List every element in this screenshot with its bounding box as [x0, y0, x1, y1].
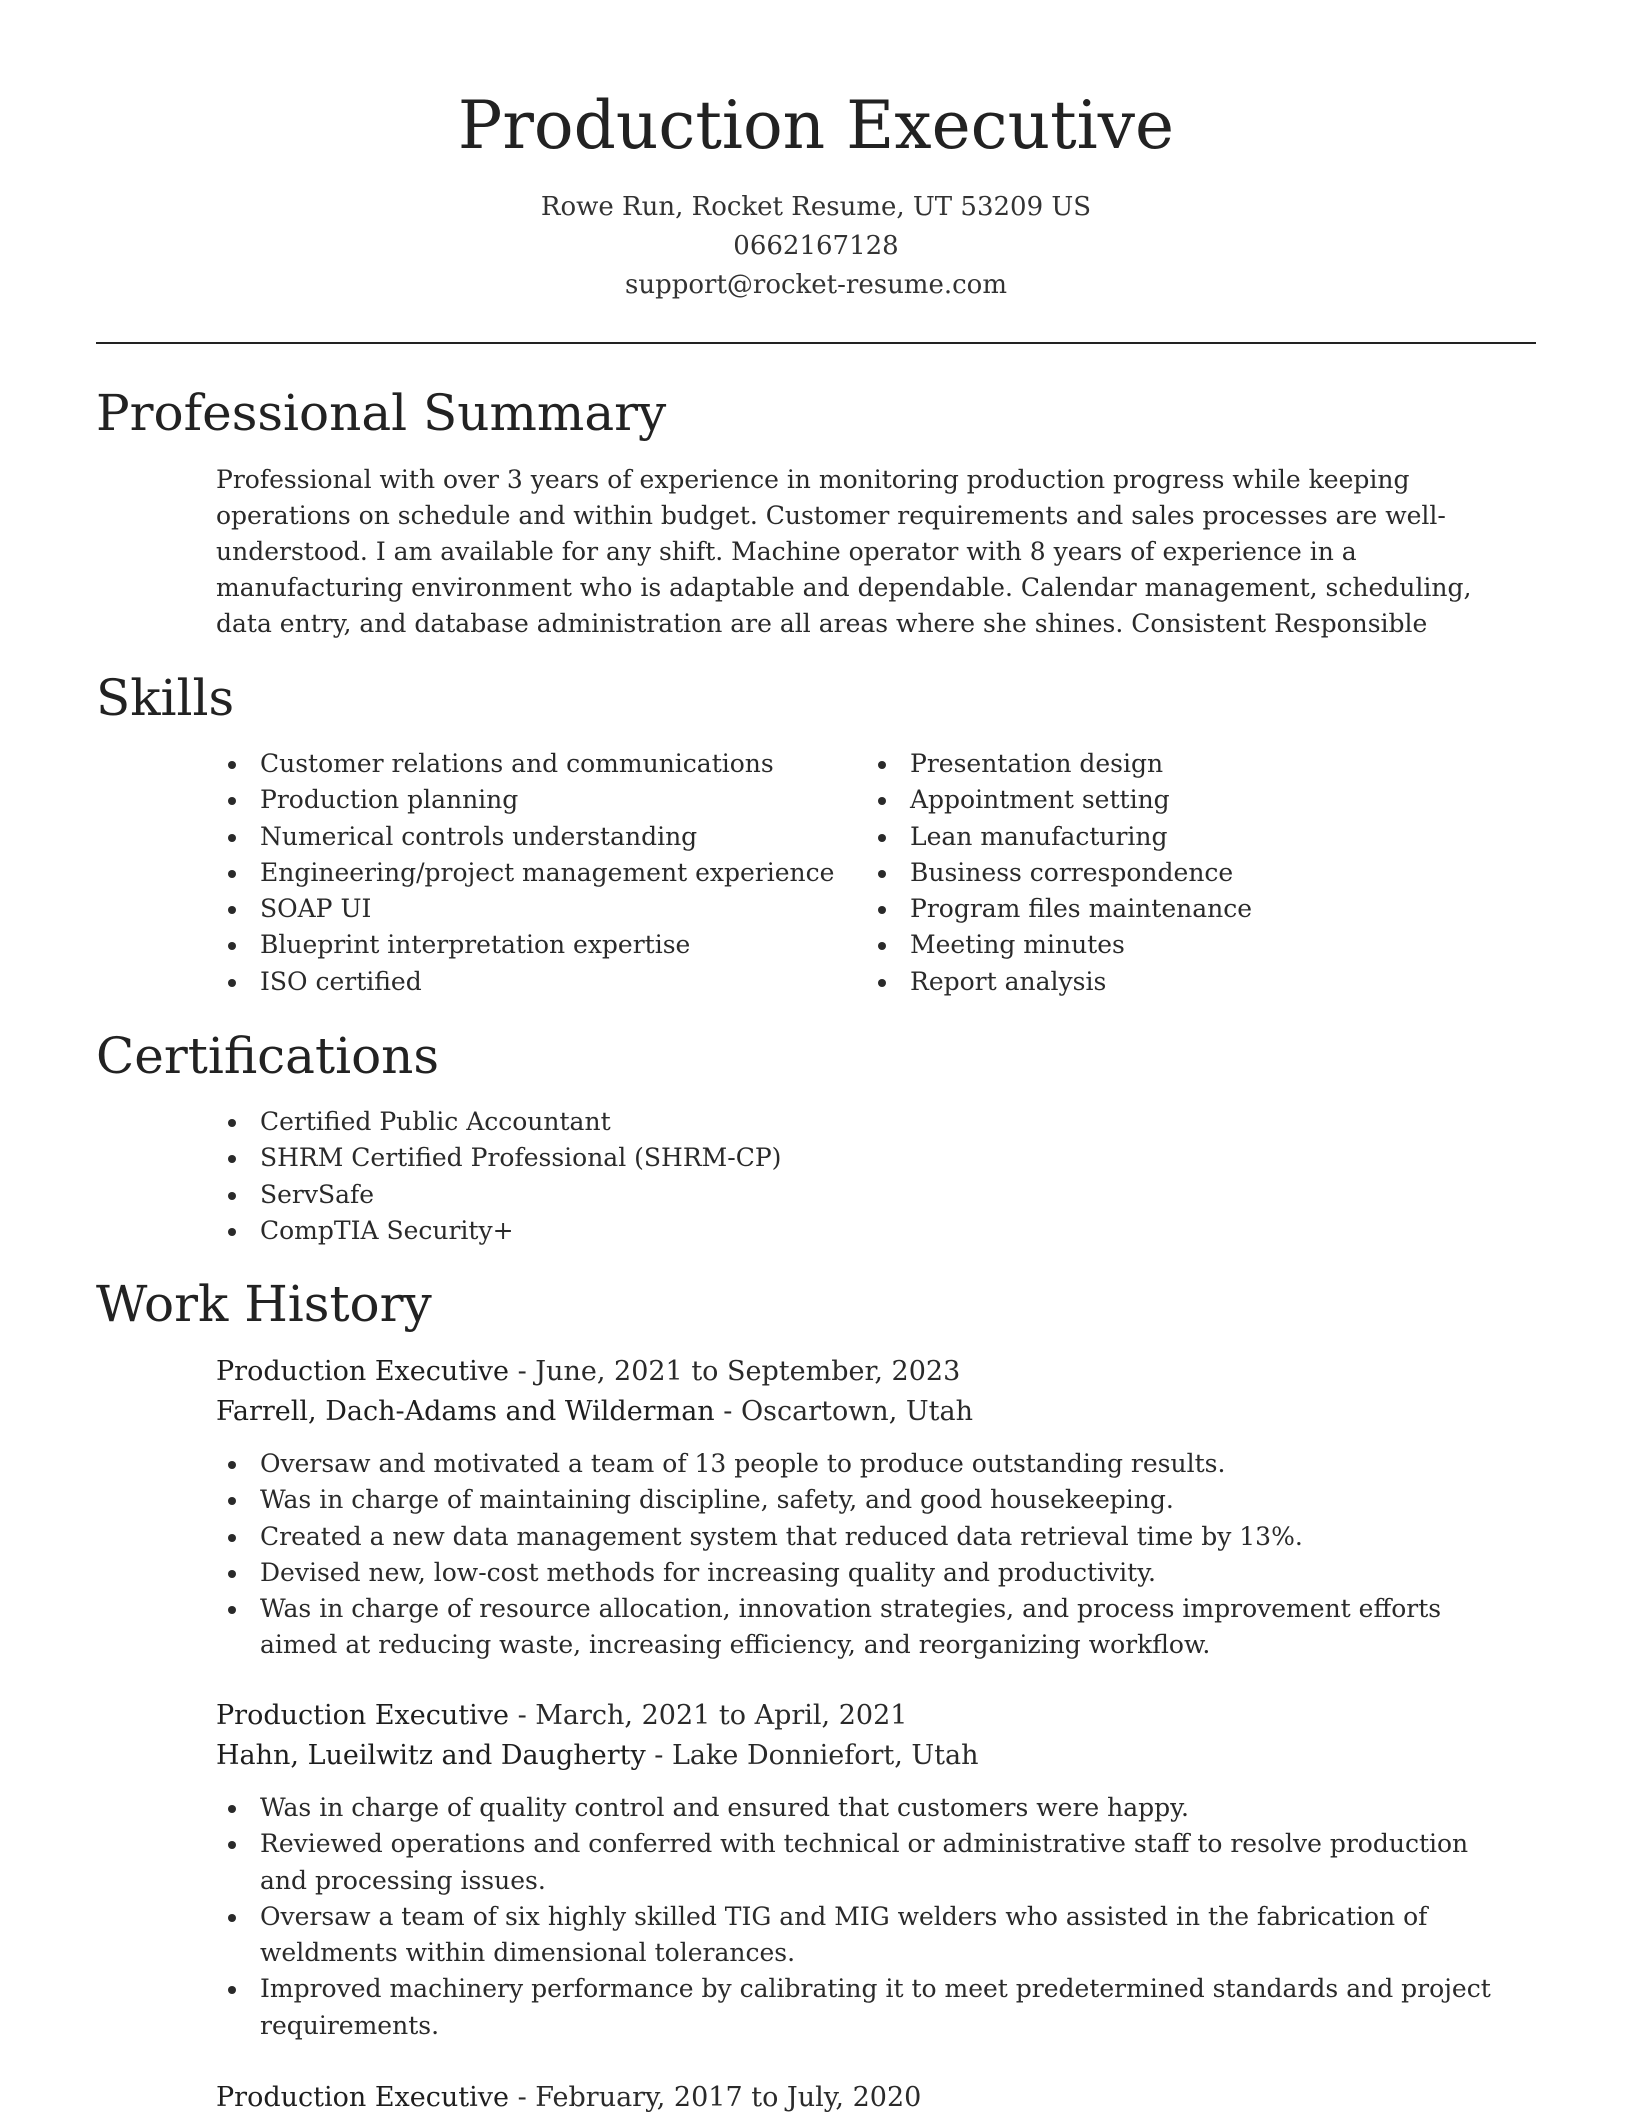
skill-item: ISO certified — [216, 964, 856, 1000]
work-history-heading: Work History — [96, 1275, 432, 1333]
skill-item: Engineering/project management experience — [216, 855, 856, 891]
job-dates: - March, 2021 to April, 2021 — [508, 1700, 908, 1731]
resume-title: Production Executive — [457, 87, 1175, 164]
job-company: Hahn, Lueilwitz and Daugherty — [216, 1740, 646, 1771]
job-dates: - June, 2021 to September, 2023 — [508, 1356, 961, 1387]
skill-item: Program files maintenance — [866, 891, 1506, 927]
address-line: Rowe Run, Rocket Resume, UT 53209 US — [540, 192, 1092, 222]
job-company: Farrell, Dach-Adams and Wilderman — [216, 1396, 715, 1427]
job-title-line — [216, 1696, 1506, 1736]
resume-header — [0, 0, 1632, 305]
certification-item: CompTIA Security+ — [216, 1213, 1506, 1249]
job-bullet: Reviewed operations and conferred with technical or administrative staff to resolve production and processing issues. — [216, 1826, 1506, 1899]
job-entry — [216, 2078, 1506, 2112]
contact-block — [0, 188, 1632, 305]
skill-item: Customer relations and communications — [216, 746, 856, 782]
certification-item: Certified Public Accountant — [216, 1104, 1506, 1140]
skill-item: Lean manufacturing — [866, 819, 1506, 855]
job-title-line — [216, 1352, 1506, 1392]
summary-heading: Professional Summary — [96, 384, 667, 442]
skill-item: SOAP UI — [216, 891, 856, 927]
job-bullet: Oversaw and motivated a team of 13 people to produce outstanding results. — [216, 1446, 1506, 1482]
skill-item: Blueprint interpretation expertise — [216, 927, 856, 963]
skill-item: Appointment setting — [866, 782, 1506, 818]
skills-list-right — [866, 746, 1506, 1000]
skill-item: Production planning — [216, 782, 856, 818]
job-company-line — [216, 1736, 1506, 1776]
skill-item: Business correspondence — [866, 855, 1506, 891]
email-line: support@rocket-resume.com — [624, 270, 1007, 300]
skill-item: Presentation design — [866, 746, 1506, 782]
skill-item: Meeting minutes — [866, 927, 1506, 963]
skill-item: Numerical controls understanding — [216, 819, 856, 855]
job-bullet: Created a new data management system that reduced data retrieval time by 13%. — [216, 1519, 1506, 1555]
job-bullet: Oversaw a team of six highly skilled TIG and MIG welders who assisted in the fabrication of weldments within dimensional tolerances. — [216, 1899, 1506, 1972]
job-bullet: Improved machinery performance by calibrating it to meet predetermined standards and project requirements. — [216, 1971, 1506, 2044]
job-bullets — [216, 1446, 1506, 1664]
certifications-heading: Certifications — [96, 1027, 440, 1085]
job-entry — [216, 1696, 1506, 1776]
skill-item: Report analysis — [866, 964, 1506, 1000]
job-bullet: Was in charge of quality control and ensured that customers were happy. — [216, 1790, 1506, 1826]
job-title: Production Executive — [216, 2082, 509, 2112]
job-title: Production Executive — [216, 1356, 509, 1387]
skills-list-left — [216, 746, 856, 1000]
certification-item: SHRM Certified Professional (SHRM-CP) — [216, 1140, 1506, 1176]
job-entry — [216, 1352, 1506, 1432]
job-location: - Oscartown, Utah — [714, 1396, 973, 1427]
job-title-line — [216, 2078, 1506, 2112]
certifications-list — [216, 1104, 1506, 1249]
phone-line: 0662167128 — [733, 231, 899, 261]
job-bullets — [216, 1790, 1506, 2044]
certification-item: ServSafe — [216, 1177, 1506, 1213]
job-dates: - February, 2017 to July, 2020 — [508, 2082, 922, 2112]
job-company-line — [216, 1392, 1506, 1432]
summary-text: Professional with over 3 years of experience in monitoring production progress while keeping operations on schedule and within budget. Customer requirements and sales processes are well-understood. I am available for any shift. Machine operator with 8 years of experience in a manufacturing environment who is adaptable and dependable. Calendar management, scheduling, data entry, and database administration are all areas where she shines. Consistent Responsible — [216, 465, 1472, 638]
skills-heading: Skills — [96, 669, 235, 727]
job-bullet: Was in charge of maintaining discipline, safety, and good housekeeping. — [216, 1482, 1506, 1518]
job-location: - Lake Donniefort, Utah — [645, 1740, 979, 1771]
job-bullet: Devised new, low-cost methods for increasing quality and productivity. — [216, 1555, 1506, 1591]
job-title: Production Executive — [216, 1700, 509, 1731]
job-bullet: Was in charge of resource allocation, innovation strategies, and process improvement efforts aimed at reducing waste, increasing efficiency, and reorganizing workflow. — [216, 1591, 1506, 1664]
header-divider — [96, 342, 1536, 344]
